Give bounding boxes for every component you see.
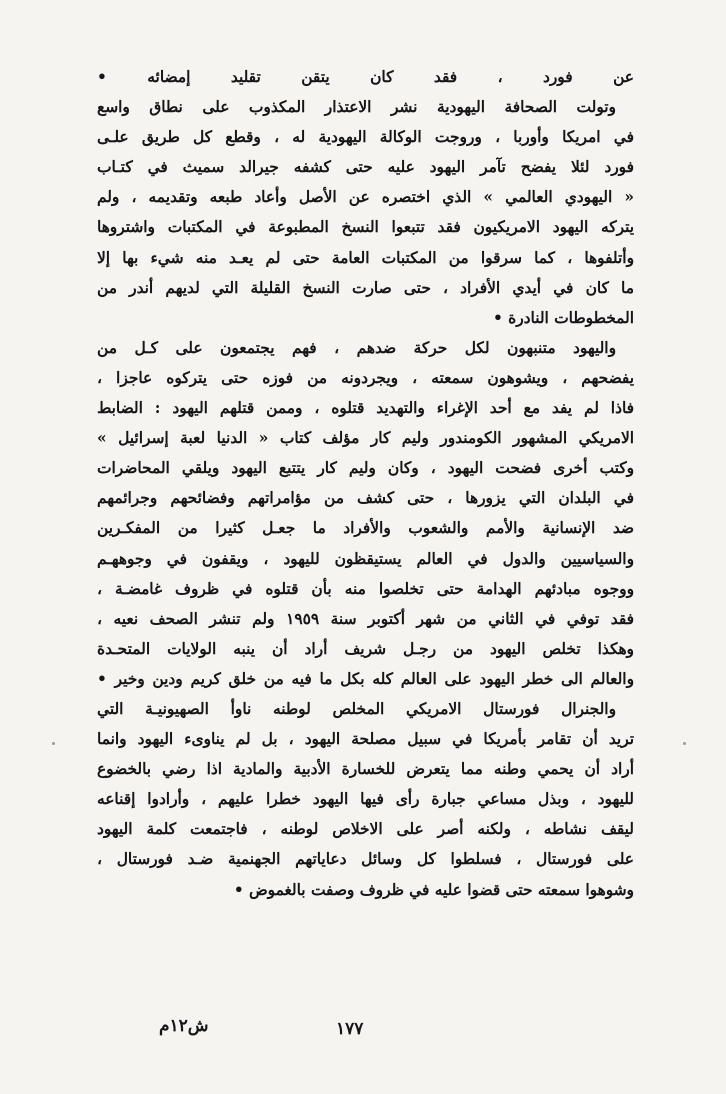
text-line: في امريكا وأوربا ، وروجت الوكالة اليهودية له ، وقطع كل طريق علـى <box>97 128 634 147</box>
text-line: وأتلفوها ، كما سرقوا من المكتبات العامة حتى لم يعـد منه شيء بها إلا <box>97 248 634 267</box>
text-line: فاذا لم يفد مع أحد الإغراء والتهديد قتلوه ، وممن قتلهم اليهود : الضابط <box>97 399 634 418</box>
page-footer <box>0 1013 726 1047</box>
text-line: وكتب أخرى فضحت اليهود ، وكان وليم كار يتتبع اليهود ويلقي المحاضرات <box>97 459 634 478</box>
text-line: فورد لئلا يفضح تآمر اليهود عليه حتى كشفه جيرالد سميث في كتـاب <box>97 158 634 177</box>
text-line: وشوهوا سمعته حتى قضوا عليه في ظروف وصفت بالغموض • <box>233 880 634 899</box>
text-line: على فورستال ، فسلطوا كل وسائل دعاياتهم الجهنمية ضـد فورستال ، <box>97 850 634 869</box>
text-line: المخطوطات النادرة • <box>492 308 634 327</box>
paper-speck <box>52 742 55 745</box>
text-line: « اليهودي العالمي » الذي اختصره عن الأصل وأعاد طبعه وتقديمه ، ولم <box>97 188 634 207</box>
printer-signature: ش١٢م <box>159 1016 209 1036</box>
text-line: والجنرال فورستال الامريكي المخلص لوطنه ناوأ الصهيونيـة التي <box>97 699 616 718</box>
text-line: يتركه اليهود الامريكيون فقد تتبعوا النسخ المطبوعة في المكتبات واشتروها <box>97 218 634 237</box>
text-line: يفضحهم ، ويشوهون سمعته ، ويجردونه من فوزه حتى يتركوه عاجزا ، <box>97 368 634 387</box>
text-line: ليقف نشاطه ، ولكنه أصر على الاخلاص لوطنه ، فاجتمعت كلمة اليهود <box>97 820 634 839</box>
text-line: ضد الإنسانية والأمم والشعوب والأفراد ما جعـل كثيرا من المفكـرين <box>97 519 634 538</box>
paper-speck <box>683 742 686 745</box>
text-line: الامريكي المشهور الكومندور وليم كار مؤلف كتاب « الدنيا لعبة إسرائيل » <box>97 429 634 448</box>
text-line: ما كان في أيدي الأفراد ، حتى صارت النسخ القليلة التي لديهم أندر من <box>97 278 634 297</box>
text-line: والعالم الى خطر اليهود على العالم كله بكل ما فيه من خلق كريم ودين وخير • <box>97 669 634 688</box>
text-line: في البلدان التي يزورها ، حتى كشف من مؤامراتهم وفضائحهم وجرائمهم <box>97 489 634 508</box>
text-line: وهكذا تخلص اليهود من رجـل شريف أراد أن ينبه الولايات المتحـدة <box>97 639 634 658</box>
text-line: والسياسيين والدول في العالم يستيقظون لليهود ، ويقفون في وجوههـم <box>97 549 634 568</box>
text-line: ووجوه مبادئهم الهدامة حتى تخلصوا منه بأن قتلوه في ظروف غامضـة ، <box>97 579 634 598</box>
text-line: لليهود ، وبذل مساعي جبارة رأى فيها اليهود خطرا عليهم ، وأرادوا إقناعه <box>97 790 634 809</box>
body-text <box>97 62 634 905</box>
text-line: واليهود متنبهون لكل حركة ضدهم ، فهم يجتمعون على كـل من <box>97 338 616 357</box>
text-line: عن فورد ، فقد كان يتقن تقليد إمضائه • <box>97 68 634 86</box>
page-number: ١٧٧ <box>336 1019 364 1039</box>
text-line: تريد أن تقامر بأمريكا في سبيل مصلحة اليهود ، بل لم يناوىء اليهود وانما <box>97 730 634 749</box>
text-line: فقد توفي في الثاني من شهر أكتوبر سنة ١٩٥٩ ولم تنشر الصحف نعيه ، <box>97 609 634 628</box>
text-line: وتولت الصحافة اليهودية نشر الاعتذار المكذوب على نطاق واسع <box>97 98 616 117</box>
text-line: أراد أن يحمي وطنه مما يتعرض للخسارة الأدبية والمادية اذا رضي بالخضوع <box>97 760 634 779</box>
